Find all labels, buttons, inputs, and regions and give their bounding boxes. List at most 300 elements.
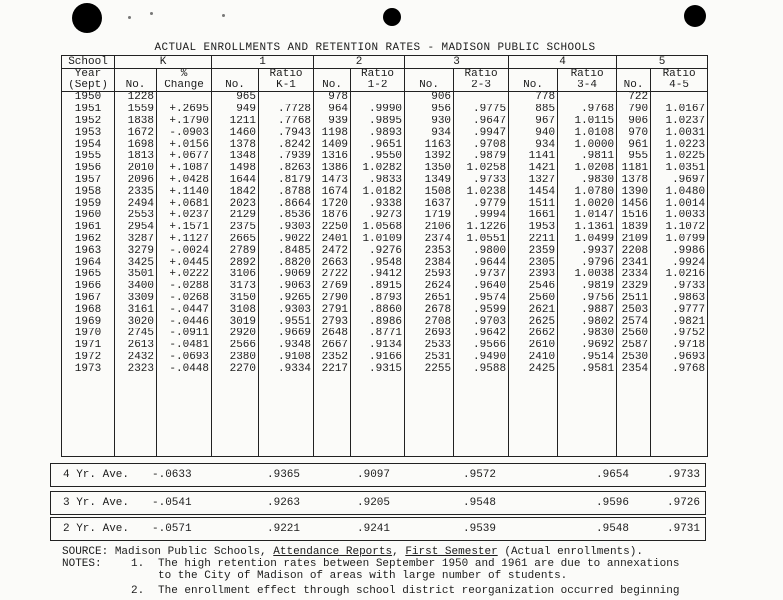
year-cell: 1951 [62,104,115,116]
year-cell: 1954 [62,139,115,151]
average-label: 4 Yr. Ave. [63,469,130,481]
k-number-cell: 3287 [115,234,157,246]
k-number-cell: 3400 [115,281,157,293]
g4-number-cell: 2560 [509,293,558,305]
ratio-3-4-cell: .9756 [558,293,617,305]
k-number-cell: 1672 [115,127,157,139]
k-number-cell: 3279 [115,245,157,257]
g1-number-cell: 1211 [212,116,259,128]
sept-header: (Sept) [62,80,115,92]
ratio-4-5-cell: 1.0033 [651,210,708,222]
g1-number-cell: 1842 [212,186,259,198]
ratio-3-4-cell: .9887 [558,304,617,316]
table-row [62,363,708,375]
number-header: No. [617,80,651,92]
g3-number-cell: 2374 [405,234,454,246]
year-cell: 1963 [62,245,115,257]
year-cell: 1959 [62,198,115,210]
average-ratio-2-3: .9539 [463,523,497,535]
ratio-span-header: 2-3 [454,80,509,92]
ratio-3-4-cell [558,92,617,104]
average-ratio-1-2: .9205 [357,497,391,509]
ratio-4-5-cell: 1.0225 [651,151,708,163]
ratio-3-4-cell: 1.0147 [558,210,617,222]
ratio-2-3-cell: .9642 [454,328,509,340]
g2-number-cell: 1316 [314,151,351,163]
note-2-text: The enrollment effect through school district reorganization occurred beginning [158,585,680,597]
year-cell: 1962 [62,234,115,246]
table-row [62,198,708,210]
ratio-k-1-cell: .8820 [259,257,314,269]
k-change-cell: -.0693 [157,352,212,364]
scan-speck [128,16,131,19]
g2-number-cell: 2791 [314,304,351,316]
punch-hole-right [684,5,706,27]
ratio-k-1-cell: .7728 [259,104,314,116]
ratio-2-3-cell: .9640 [454,281,509,293]
g2-number-cell: 2401 [314,234,351,246]
g5-number-cell: 2560 [617,328,651,340]
k-number-cell: 1698 [115,139,157,151]
ratio-header: Ratio [351,69,405,81]
ratio-2-3-cell: .9775 [454,104,509,116]
ratio-3-4-cell: .9802 [558,316,617,328]
average-ratio-k-1: .9365 [267,469,301,481]
table-row [62,210,708,222]
ratio-4-5-cell: 1.0237 [651,116,708,128]
k-change-cell: +.1127 [157,234,212,246]
average-ratio-1-2: .9097 [357,469,391,481]
table-row [62,281,708,293]
ratio-2-3-cell [454,92,509,104]
g2-number-cell: 1674 [314,186,351,198]
g5-number-cell: 2511 [617,293,651,305]
ratio-k-1-cell [259,92,314,104]
scan-speck [150,12,153,15]
ratio-k-1-cell: .8664 [259,198,314,210]
ratio-3-4-cell: .9937 [558,245,617,257]
ratio-1-2-cell: .9134 [351,340,405,352]
table-row [62,269,708,281]
ratio-k-1-cell: .9669 [259,328,314,340]
year-cell: 1958 [62,186,115,198]
k-number-header: No. [115,80,157,92]
g5-number-cell: 1390 [617,186,651,198]
ratio-2-3-cell: .9733 [454,175,509,187]
ratio-2-3-cell: .9879 [454,151,509,163]
year-header: Year [62,69,115,81]
k-change-cell: +.1571 [157,222,212,234]
average-ratio-4-5: .9726 [667,497,701,509]
ratio-k-1-cell: .7768 [259,116,314,128]
g1-number-cell: 1348 [212,151,259,163]
source-title: Attendance Reports [273,546,393,558]
ratio-2-3-cell: 1.1226 [454,222,509,234]
average-label: 3 Yr. Ave. [63,497,130,509]
g1-number-cell: 2375 [212,222,259,234]
g5-number-cell: 2341 [617,257,651,269]
grade-header-row [62,56,708,69]
ratio-3-4-cell: .9819 [558,281,617,293]
k-number-cell: 2494 [115,198,157,210]
g1-number-cell: 3108 [212,304,259,316]
k-change-cell: +.2695 [157,104,212,116]
average-ratio-2-3: .9548 [463,497,497,509]
g4-number-cell: 1953 [509,222,558,234]
g5-number-cell: 2503 [617,304,651,316]
k-change-cell: -.0903 [157,127,212,139]
year-cell: 1966 [62,281,115,293]
k-change-cell: +.1140 [157,186,212,198]
ratio-2-3-cell: .9574 [454,293,509,305]
g4-number-cell: 2662 [509,328,558,340]
g1-number-cell: 3173 [212,281,259,293]
k-change-cell: +.0237 [157,210,212,222]
g2-number-cell: 2250 [314,222,351,234]
g2-number-cell: 1473 [314,175,351,187]
table-row [62,186,708,198]
ratio-k-1-cell: .8788 [259,186,314,198]
year-cell: 1953 [62,127,115,139]
blank-row [62,375,708,456]
average-change: -.0633 [152,469,192,481]
k-change-cell: +.0445 [157,257,212,269]
year-cell: 1971 [62,340,115,352]
ratio-1-2-cell: .9338 [351,198,405,210]
scan-speck [222,14,225,17]
g2-number-cell: 2722 [314,269,351,281]
g2-number-cell: 978 [314,92,351,104]
g4-number-cell: 934 [509,139,558,151]
ratio-3-4-cell: 1.0038 [558,269,617,281]
average-label: 2 Yr. Ave. [63,523,130,535]
year-cell: 1961 [62,222,115,234]
ratio-4-5-cell: 1.0167 [651,104,708,116]
g1-number-cell: 2023 [212,198,259,210]
ratio-k-1-cell: .9069 [259,269,314,281]
ratio-header: Ratio [558,69,617,81]
g3-number-cell: 2693 [405,328,454,340]
table-row [62,328,708,340]
ratio-2-3-cell: .9647 [454,116,509,128]
ratio-1-2-cell: 1.0282 [351,163,405,175]
g1-number-cell: 2789 [212,245,259,257]
percent-header: % [157,69,212,81]
g3-number-cell: 1349 [405,175,454,187]
ratio-2-3-cell: .9994 [454,210,509,222]
table-row [62,340,708,352]
year-cell: 1956 [62,163,115,175]
g3-number-cell: 1637 [405,198,454,210]
grade-2-header: 2 [314,56,405,69]
ratio-k-1-cell: .9303 [259,304,314,316]
average-ratio-2-3: .9572 [463,469,497,481]
table-row [62,257,708,269]
ratio-4-5-cell: .9821 [651,316,708,328]
source-label: SOURCE: [62,546,109,558]
g1-number-cell: 1460 [212,127,259,139]
ratio-1-2-cell: .8793 [351,293,405,305]
g3-number-cell: 2624 [405,281,454,293]
g2-number-cell: 1386 [314,163,351,175]
table-row [62,293,708,305]
k-number-cell: 1559 [115,104,157,116]
ratio-k-1-cell: .9334 [259,363,314,375]
ratio-3-4-cell: 1.1361 [558,222,617,234]
ratio-1-2-cell: .9166 [351,352,405,364]
year-cell: 1968 [62,304,115,316]
g3-number-cell: 1508 [405,186,454,198]
g1-number-cell: 3106 [212,269,259,281]
g3-number-cell: 2353 [405,245,454,257]
grade-1-header: 1 [212,56,314,69]
ratio-k-1-cell: .9265 [259,293,314,305]
g2-number-cell: 2217 [314,363,351,375]
g3-number-cell: 2678 [405,304,454,316]
k-number-cell: 2432 [115,352,157,364]
table-row [62,222,708,234]
ratio-1-2-cell: .9895 [351,116,405,128]
ratio-1-2-cell: .9315 [351,363,405,375]
ratio-2-3-cell: .9779 [454,198,509,210]
g5-number-cell: 2208 [617,245,651,257]
ratio-2-3-cell: .9703 [454,316,509,328]
g1-number-cell: 2270 [212,363,259,375]
ratio-1-2-cell: 1.0568 [351,222,405,234]
three-year-average-row [50,491,706,515]
k-number-cell: 2323 [115,363,157,375]
g4-number-cell: 1511 [509,198,558,210]
year-cell: 1969 [62,316,115,328]
k-number-cell: 2954 [115,222,157,234]
ratio-2-3-cell: .9588 [454,363,509,375]
ratio-2-3-cell: 1.0258 [454,163,509,175]
average-ratio-4-5: .9733 [667,469,701,481]
g3-number-cell: 934 [405,127,454,139]
ratio-4-5-cell: 1.0014 [651,198,708,210]
school-year-header: School [62,56,115,69]
g1-number-cell: 949 [212,104,259,116]
grade-k-header: K [115,56,212,69]
table-row [62,175,708,187]
grade-4-header: 4 [509,56,617,69]
table-row [62,352,708,364]
ratio-3-4-cell: 1.0499 [558,234,617,246]
k-number-cell: 2335 [115,186,157,198]
k-number-cell: 3501 [115,269,157,281]
ratio-k-1-cell: .9063 [259,281,314,293]
ratio-4-5-cell: 1.1072 [651,222,708,234]
g4-number-cell: 1661 [509,210,558,222]
ratio-k-1-cell: .7943 [259,127,314,139]
four-year-average-row [50,463,706,487]
g5-number-cell: 955 [617,151,651,163]
ratio-3-4-cell: .9514 [558,352,617,364]
average-ratio-3-4: .9596 [596,497,630,509]
ratio-4-5-cell: .9693 [651,352,708,364]
k-change-cell: +.0681 [157,198,212,210]
g1-number-cell: 2129 [212,210,259,222]
table-row [62,234,708,246]
ratio-3-4-cell: .9768 [558,104,617,116]
g5-number-cell: 970 [617,127,651,139]
g2-number-cell: 2793 [314,316,351,328]
g3-number-cell: 1350 [405,163,454,175]
ratio-header: Ratio [454,69,509,81]
year-cell: 1972 [62,352,115,364]
ratio-4-5-cell: .9986 [651,245,708,257]
ratio-2-3-cell: .9800 [454,245,509,257]
ratio-k-1-cell: .9108 [259,352,314,364]
g3-number-cell: 2255 [405,363,454,375]
ratio-4-5-cell: .9863 [651,293,708,305]
k-number-cell: 3020 [115,316,157,328]
ratio-1-2-cell: .9990 [351,104,405,116]
g5-number-cell: 2354 [617,363,651,375]
table-row [62,245,708,257]
g3-number-cell: 2593 [405,269,454,281]
ratio-1-2-cell: .8771 [351,328,405,340]
ratio-k-1-cell: .8242 [259,139,314,151]
average-ratio-k-1: .9221 [267,523,301,535]
year-cell: 1960 [62,210,115,222]
g3-number-cell: 1719 [405,210,454,222]
ratio-span-header: 1-2 [351,80,405,92]
average-ratio-3-4: .9654 [596,469,630,481]
g2-number-cell: 964 [314,104,351,116]
year-cell: 1950 [62,92,115,104]
ratio-1-2-cell: .9833 [351,175,405,187]
ratio-2-3-cell: .9644 [454,257,509,269]
g1-number-cell: 2665 [212,234,259,246]
k-change-cell: -.0447 [157,304,212,316]
k-change-cell: -.0024 [157,245,212,257]
ratio-1-2-cell: 1.0182 [351,186,405,198]
g5-number-cell: 961 [617,139,651,151]
ratio-1-2-cell: .9276 [351,245,405,257]
g4-number-cell: 778 [509,92,558,104]
k-change-cell: +.0677 [157,151,212,163]
table-row [62,139,708,151]
g1-number-cell: 2892 [212,257,259,269]
k-number-cell: 3309 [115,293,157,305]
year-cell: 1973 [62,363,115,375]
ratio-k-1-cell: .9022 [259,234,314,246]
ratio-k-1-cell: .9348 [259,340,314,352]
ratio-4-5-cell: 1.0351 [651,163,708,175]
g1-number-cell: 1498 [212,163,259,175]
average-change: -.0541 [152,497,192,509]
ratio-1-2-cell [351,92,405,104]
punch-hole-left [72,3,102,33]
ratio-3-4-cell: 1.0780 [558,186,617,198]
note-2-number: 2. [131,585,145,597]
ratio-3-4-cell: .9581 [558,363,617,375]
number-header: No. [212,80,259,92]
g1-number-cell: 2380 [212,352,259,364]
ratio-1-2-cell: .8986 [351,316,405,328]
g3-number-cell: 2708 [405,316,454,328]
table-row [62,304,708,316]
g4-number-cell: 2621 [509,304,558,316]
ratio-4-5-cell: .9777 [651,304,708,316]
k-change-cell: +.0222 [157,269,212,281]
g1-number-cell: 2566 [212,340,259,352]
ratio-1-2-cell: .9651 [351,139,405,151]
k-number-cell: 1813 [115,151,157,163]
ratio-2-3-cell: 1.0238 [454,186,509,198]
g4-number-cell: 2610 [509,340,558,352]
k-number-cell: 2745 [115,328,157,340]
g5-number-cell: 722 [617,92,651,104]
g4-number-cell: 1421 [509,163,558,175]
source-publisher: Madison Public Schools, [114,546,267,558]
enrollment-table [61,55,708,457]
source-semester: First Semester [405,546,498,558]
g1-number-cell: 2920 [212,328,259,340]
notes-label: NOTES: [62,558,102,570]
table-row [62,151,708,163]
ratio-3-4-cell: .9830 [558,175,617,187]
ratio-3-4-cell: .9796 [558,257,617,269]
ratio-3-4-cell: 1.0000 [558,139,617,151]
ratio-k-1-cell: .8536 [259,210,314,222]
g5-number-cell: 2109 [617,234,651,246]
year-cell: 1970 [62,328,115,340]
ratio-header: Ratio [259,69,314,81]
ratio-2-3-cell: .9708 [454,139,509,151]
k-number-cell: 3425 [115,257,157,269]
ratio-1-2-cell: .9273 [351,210,405,222]
g1-number-cell: 1644 [212,175,259,187]
g1-number-cell: 1378 [212,139,259,151]
table-row [62,127,708,139]
g2-number-cell: 939 [314,116,351,128]
g2-number-cell: 1876 [314,210,351,222]
g5-number-cell: 1181 [617,163,651,175]
ratio-2-3-cell: .9599 [454,304,509,316]
ratio-k-1-cell: .8263 [259,163,314,175]
g4-number-cell: 2305 [509,257,558,269]
ratio-header: Ratio [651,69,708,81]
g4-number-cell: 2625 [509,316,558,328]
g1-number-cell: 3019 [212,316,259,328]
g3-number-cell: 2651 [405,293,454,305]
number-header: No. [314,80,351,92]
ratio-3-4-cell: .9692 [558,340,617,352]
change-header: Change [157,80,212,92]
ratio-3-4-cell: 1.0108 [558,127,617,139]
g3-number-cell: 956 [405,104,454,116]
g4-number-cell: 1327 [509,175,558,187]
ratio-4-5-cell: 1.0031 [651,127,708,139]
k-number-cell: 2010 [115,163,157,175]
ratio-1-2-cell: .9412 [351,269,405,281]
k-change-cell: -.0446 [157,316,212,328]
number-header: No. [509,80,558,92]
g2-number-cell: 2769 [314,281,351,293]
ratio-1-2-cell: .9550 [351,151,405,163]
ratio-1-2-cell: .9893 [351,127,405,139]
g5-number-cell: 1456 [617,198,651,210]
k-change-cell: +.0156 [157,139,212,151]
g3-number-cell: 1392 [405,151,454,163]
g3-number-cell: 1163 [405,139,454,151]
year-cell: 1955 [62,151,115,163]
note-1-text: The high retention rates between September 1950 and 1961 are due to annexations [158,558,680,570]
ratio-3-4-cell: 1.0020 [558,198,617,210]
average-ratio-1-2: .9241 [357,523,391,535]
